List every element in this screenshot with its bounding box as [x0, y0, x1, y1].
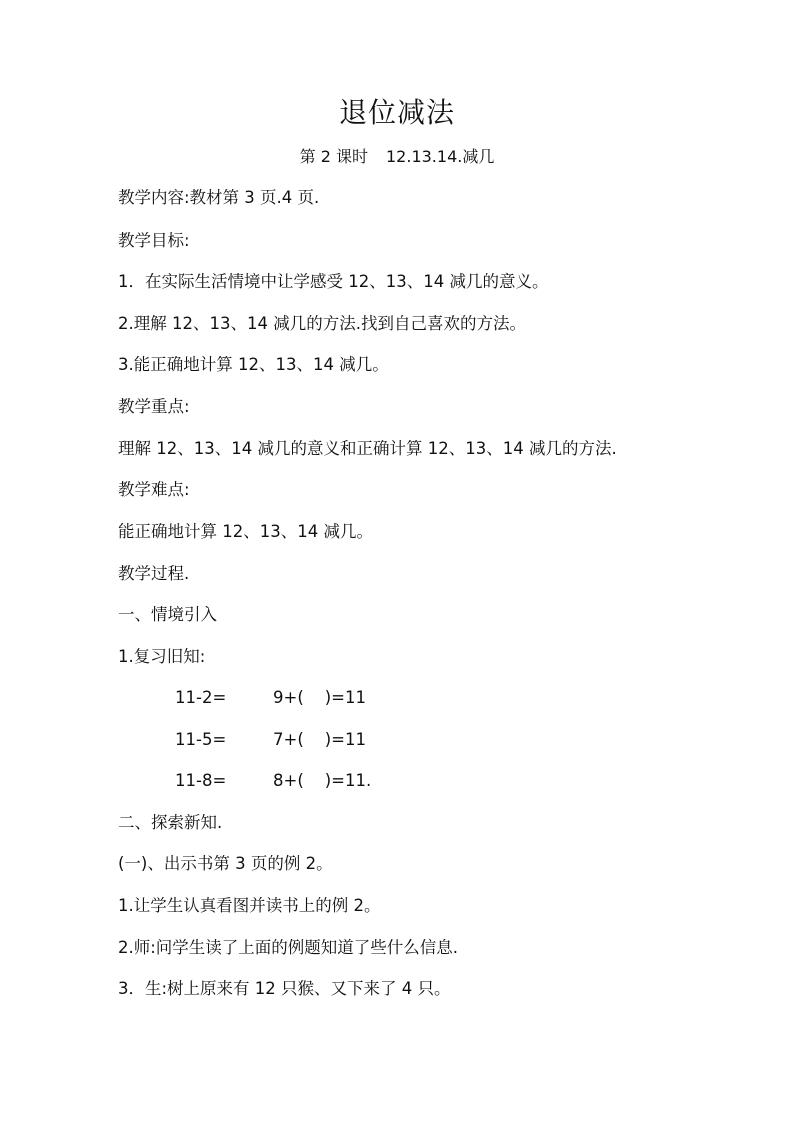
key-points-text: 理解 12、13、14 减几的意义和正确计算 12、13、14 减几的方法.	[118, 439, 617, 458]
goal-item-2: 2.理解 12、13、14 减几的方法.找到自己喜欢的方法。	[118, 314, 526, 333]
teaching-process-heading: 教学过程.	[118, 564, 190, 583]
step-1: 1.让学生认真看图并读书上的例 2。	[118, 896, 381, 915]
exercise-right-3: 8+( )=11.	[273, 771, 372, 790]
section-heading-2: 二、探索新知.	[118, 813, 223, 832]
difficult-points-heading: 教学难点:	[118, 480, 190, 499]
step-3: 3．生:树上原来有 12 只猴、又下来了 4 只。	[118, 979, 451, 998]
example-intro: (一)、出示书第 3 页的例 2。	[118, 854, 333, 873]
teaching-goals-heading: 教学目标:	[118, 231, 190, 250]
review-heading: 1.复习旧知:	[118, 647, 206, 666]
document-title: 退位减法	[338, 96, 455, 129]
teaching-content-line: 教学内容:教材第 3 页.4 页.	[118, 188, 320, 207]
difficult-points-text: 能正确地计算 12、13、14 减几。	[118, 522, 373, 541]
section-heading-1: 一、情境引入	[118, 605, 217, 624]
lesson-subtitle	[0, 145, 794, 169]
goal-item-3: 3.能正确地计算 12、13、14 减几。	[118, 355, 389, 374]
key-points-heading: 教学重点:	[118, 397, 190, 416]
lesson-topic: 12.13.14.减几	[386, 147, 495, 166]
exercise-left-1: 11-2=	[175, 688, 227, 707]
exercise-right-1: 9+( )=11	[273, 688, 366, 707]
lesson-number: 第 2 课时	[299, 147, 368, 166]
exercise-left-3: 11-8=	[175, 771, 227, 790]
exercise-left-2: 11-5=	[175, 730, 227, 749]
exercise-right-2: 7+( )=11	[273, 730, 366, 749]
goal-item-1: 1．在实际生活情境中让学感受 12、13、14 减几的意义。	[118, 272, 549, 291]
step-2: 2.师:问学生读了上面的例题知道了些什么信息.	[118, 938, 459, 957]
